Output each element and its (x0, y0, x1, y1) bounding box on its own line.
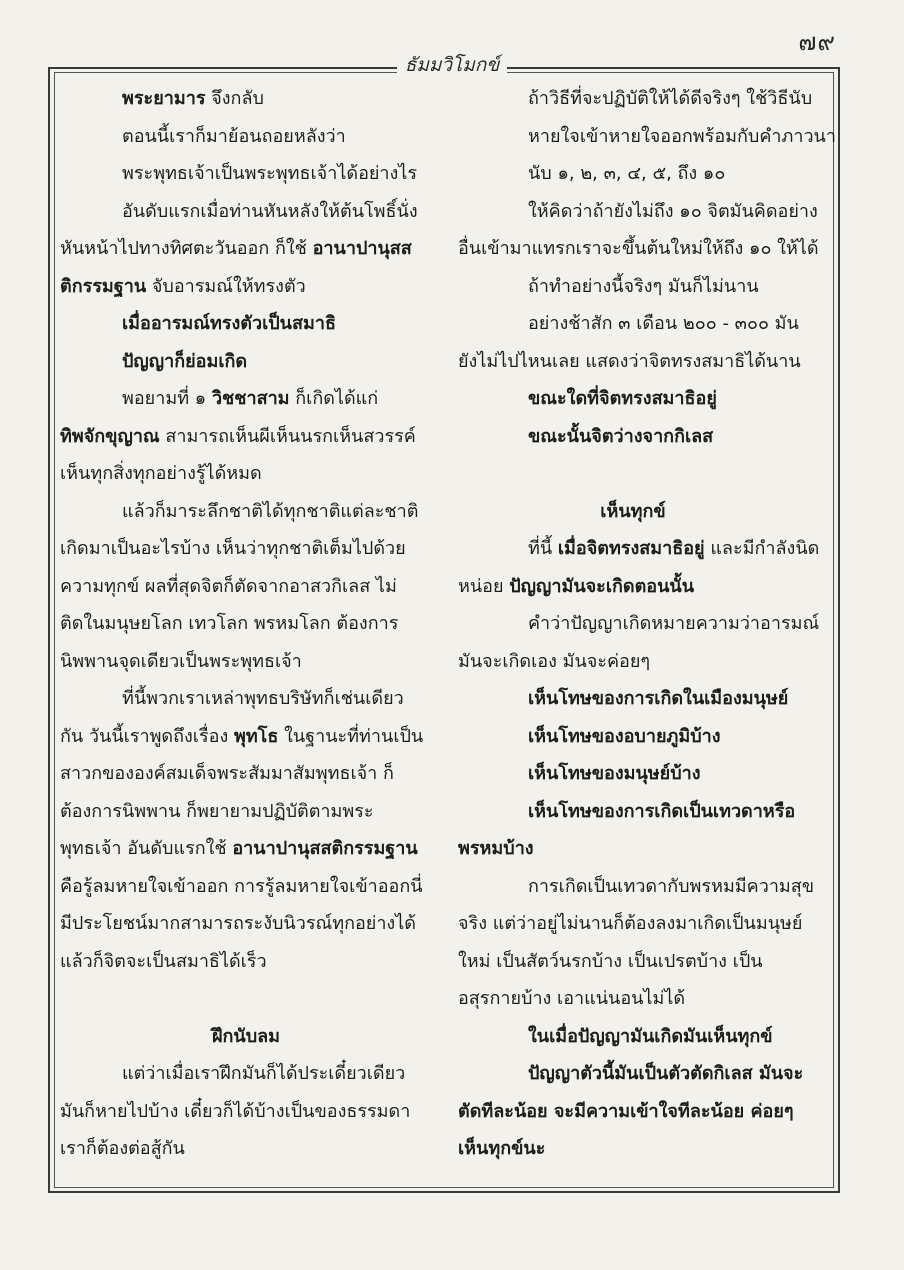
text: ติดในมนุษยโลก เทวโลก พรหมโลก ต้องการ (60, 613, 399, 634)
text-line (60, 80, 432, 118)
bold-text: ฝึกนับลม (211, 1025, 281, 1047)
bold-text: อานาปานุสส (312, 238, 412, 259)
bold-text: พุทโธ (233, 725, 279, 747)
text-line (458, 868, 815, 906)
text-line (60, 1055, 432, 1093)
text-line (60, 305, 432, 343)
text-line (60, 455, 432, 493)
text-line (60, 230, 432, 268)
text-line (458, 718, 808, 756)
bold-text: วิชชาสาม (211, 388, 290, 409)
text: นับ ๑, ๒, ๓, ๔, ๕, ถึง ๑๐ (528, 163, 726, 184)
text: สาวกขององค์สมเด็จพระสัมมาสัมพุทธเจ้า ก็ (60, 763, 394, 784)
text: ใหม่ เป็นสัตว์นรกบ้าง เป็นเปรตบ้าง เป็น (458, 950, 763, 972)
text-line (60, 643, 432, 681)
text: เห็นทุกสิ่งทุกอย่างรู้ได้หมด (60, 463, 262, 484)
text: มันก็หายไปบ้าง เดี๋ยวก็ได้บ้างเป็นของธรรมดา (60, 1100, 411, 1122)
text-line (458, 755, 808, 793)
text-line (60, 118, 432, 156)
text: จริง แต่ว่าอยู่ไม่นานก็ต้องลงมาเกิดเป็นมนุษย์ (458, 913, 803, 934)
text-line (60, 605, 432, 643)
bold-text: เมื่อจิตทรงสมาธิอยู่ (557, 538, 705, 559)
page-number: ๗๙ (798, 28, 836, 56)
text-line (458, 230, 819, 268)
text-line (458, 1130, 808, 1168)
text-line (60, 268, 432, 306)
text-line (458, 155, 808, 193)
right-column (458, 80, 836, 1168)
text: หน่อย (458, 575, 510, 597)
text: ยังไม่ไปไหนเลย แสดงว่าจิตทรงสมาธิได้นาน (458, 350, 801, 372)
text-line (60, 155, 432, 193)
text: ถ้าวิธีที่จะปฏิบัติให้ได้ดีจริงๆ ใช้วิธีนับ (528, 88, 813, 109)
bold-text: เห็นโทษของมนุษย์บ้าง (528, 763, 701, 784)
bold-text: ขณะใดที่จิตทรงสมาธิอยู่ (528, 388, 717, 409)
text-line (458, 493, 808, 531)
text: แต่ว่าเมื่อเราฝึกมันก็ได้ประเดี๋ยวเดียว (122, 1063, 406, 1084)
text: อื่นเข้ามาแทรกเราจะขึ้นต้นใหม่ให้ถึง ๑๐ ให้ได้ (458, 238, 819, 259)
text: แล้วก็จิตจะเป็นสมาธิได้เร็ว (60, 950, 267, 972)
text-line (60, 943, 432, 981)
text-line (60, 1018, 432, 1056)
text: ก็เกิดได้แก่ (289, 388, 379, 409)
text: ความทุกข์ ผลที่สุดจิตก็ตัดจากอาสวกิเลส ไม่ (60, 575, 397, 597)
bold-text: พรหมบ้าง (458, 838, 534, 859)
bold-text: ตัดทีละน้อย จะมีความเข้าใจทีละน้อย ค่อยๆ (458, 1100, 794, 1122)
bold-text: อานาปานุสสติกรรมฐาน (232, 838, 418, 859)
text: สามารถเห็นผีเห็นนรกเห็นสวรรค์ (159, 425, 416, 447)
text: ในฐานะที่ท่านเป็น (278, 725, 424, 747)
text-line (458, 980, 808, 1018)
text: อย่างช้าสัก ๓ เดือน ๒๐๐ - ๓๐๐ มัน (528, 313, 799, 334)
bold-text: ขณะนั้นจิตว่างจากกิเลส (528, 425, 714, 447)
text-line (458, 905, 808, 943)
text-line (458, 1093, 808, 1131)
text-line (60, 1130, 432, 1168)
text-line (60, 193, 432, 231)
text-line (458, 193, 818, 231)
text: ต้องการนิพพาน ก็พยายามปฏิบัติตามพระ (60, 800, 374, 822)
text-line (458, 305, 808, 343)
bold-text: ปัญญาตัวนี้มันเป็นตัวตัดกิเลส มันจะ (528, 1063, 804, 1084)
text: นิพพานจุดเดียวเป็นพระพุทธเจ้า (60, 650, 302, 672)
text-line (60, 418, 432, 456)
text: ตอนนี้เราก็มาย้อนถอยหลังว่า (122, 125, 346, 147)
text: คือรู้ลมหายใจเข้าออก การรู้ลมหายใจเข้าออกนี่ (60, 875, 423, 897)
text: เราก็ต้องต่อสู้กัน (60, 1138, 185, 1159)
text-line (60, 343, 432, 381)
text: มันจะเกิดเอง มันจะค่อยๆ (458, 650, 651, 672)
text-line (458, 680, 808, 718)
text-line (60, 380, 432, 418)
text: ที่นี้ (528, 538, 558, 559)
text: จับอารมณ์ให้ทรงตัว (146, 275, 306, 297)
text-line (458, 1018, 808, 1056)
bold-text: พระยามาร (122, 88, 206, 109)
text-line (60, 793, 432, 831)
text-line (458, 943, 808, 981)
text-line (458, 793, 808, 831)
text-line (60, 1093, 432, 1131)
text-line (458, 268, 808, 306)
text-line (458, 605, 820, 643)
text-line (458, 643, 808, 681)
bold-text: เห็นโทษของอบายภูมิบ้าง (528, 725, 721, 747)
text-line (458, 830, 808, 868)
bold-text: เห็นโทษของการเกิดเป็นเทวดาหรือ (528, 800, 796, 822)
text-line (458, 418, 808, 456)
text-line (60, 493, 432, 531)
text-line (458, 1055, 808, 1093)
bold-text: เมื่ออารมณ์ทรงตัวเป็นสมาธิ (122, 313, 336, 334)
text-line (60, 718, 432, 756)
bold-text: ติกรรมฐาน (60, 275, 147, 297)
text-line (60, 830, 432, 868)
text: พอยามที่ ๑ (122, 388, 212, 409)
text-line (60, 868, 432, 906)
text: จึงกลับ (205, 88, 264, 109)
text-line (60, 905, 432, 943)
text: มีประโยชน์มากสามารถระงับนิวรณ์ทุกอย่างได้ (60, 913, 416, 934)
text-line (458, 530, 820, 568)
text: ที่นี้พวกเราเหล่าพุทธบริษัทก็เช่นเดียว (122, 688, 404, 709)
text: หันหน้าไปทางทิศตะวันออก ก็ใช้ (60, 238, 313, 259)
text: อสุรกายบ้าง เอาแน่นอนไม่ได้ (458, 988, 686, 1009)
bold-text: เห็นโทษของการเกิดในเมืองมนุษย์ (528, 688, 789, 709)
bold-text: เห็นทุกข์ (600, 500, 666, 522)
bold-text: ปัญญามันจะเกิดตอนนั้น (509, 575, 694, 597)
bold-text: ทิพจักขุญาณ (60, 425, 160, 447)
text: และมีกำลังนิด (704, 538, 820, 559)
text: พระพุทธเจ้าเป็นพระพุทธเจ้าได้อย่างไร (122, 163, 418, 184)
text-line (60, 568, 432, 606)
header-title-wrap (0, 50, 904, 80)
text: อันดับแรกเมื่อท่านหันหลังให้ต้นโพธิ์นั่ง (122, 200, 418, 222)
text-line (60, 530, 432, 568)
text-line (458, 118, 836, 156)
bold-text: ในเมื่อปัญญามันเกิดมันเห็นทุกข์ (528, 1025, 773, 1047)
text: เกิดมาเป็นอะไรบ้าง เห็นว่าทุกชาติเต็มไปด้วย (60, 538, 406, 559)
text: การเกิดเป็นเทวดากับพรหมมีความสุข (528, 875, 815, 897)
text: ให้คิดว่าถ้ายังไม่ถึง ๑๐ จิตมันคิดอย่าง (528, 200, 818, 222)
text-line (60, 980, 432, 1018)
bold-text: เห็นทุกข์นะ (458, 1138, 546, 1159)
text-line (458, 455, 808, 493)
text: แล้วก็มาระลึกชาติได้ทุกชาติแต่ละชาติ (122, 500, 419, 522)
text-line (458, 80, 813, 118)
text: กัน วันนี้เราพูดถึงเรื่อง (60, 725, 234, 747)
text-line (458, 380, 808, 418)
text: พุทธเจ้า อันดับแรกใช้ (60, 838, 233, 859)
left-column (60, 80, 432, 1168)
text: หายใจเข้าหายใจออกพร้อมกับคำภาวนา (528, 125, 836, 147)
text: ถ้าทำอย่างนี้จริงๆ มันก็ไม่นาน (528, 275, 759, 297)
header-title: ธัมมวิโมกข์ (397, 54, 508, 76)
text: คำว่าปัญญาเกิดหมายความว่าอารมณ์ (528, 613, 820, 634)
bold-text: ปัญญาก็ย่อมเกิด (122, 350, 248, 372)
text-line (458, 568, 808, 606)
text-line (60, 680, 432, 718)
text-line (458, 343, 808, 381)
text-line (60, 755, 432, 793)
